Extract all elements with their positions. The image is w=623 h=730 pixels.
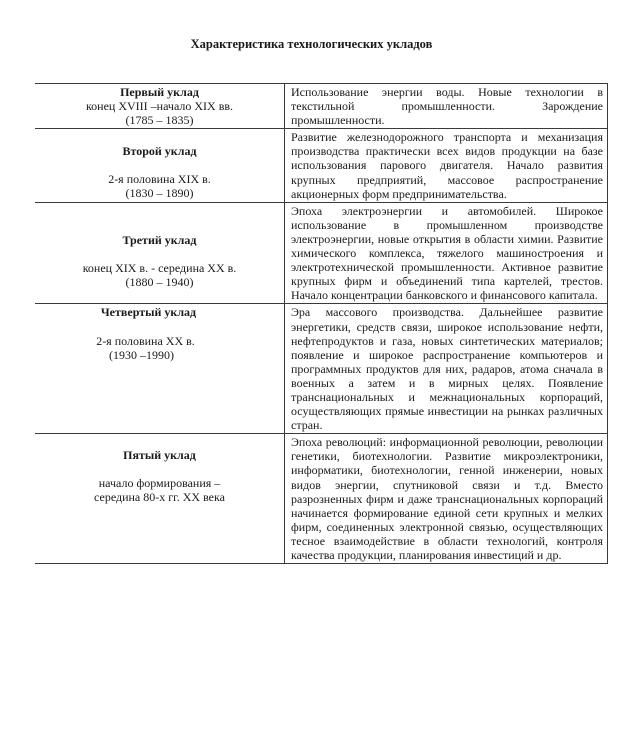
mode-description: Использование энергии воды. Новые технологии в текстильной промышленности. Зарождение промышленности. <box>285 84 608 129</box>
mode-description: Эпоха электроэнергии и автомобилей. Широкое использование в промышленном производстве электроэнергии, новые открытия в области химии. Развитие химического комплекса, тяжелого машиностроения и электротехнической промышленности. Активное развитие крупных фирм и объединений типа картелей, трестов. Начало концентрации банковского и финансового капитала. <box>285 202 608 304</box>
mode-cell <box>35 304 285 434</box>
mode-period: конец XVIII –начало XIX вв. <box>85 99 234 114</box>
mode-cell <box>35 434 285 564</box>
mode-name: Четвертый уклад <box>100 305 197 320</box>
mode-cell <box>35 129 285 202</box>
table-row <box>35 202 608 304</box>
mode-years: (1930 –1990) <box>109 347 174 362</box>
table-row <box>35 129 608 202</box>
table-row <box>35 304 608 434</box>
mode-description: Эпоха революций: информационной революции, революции генетики, биотехнологии. Развитие микроэлектроники, информатики, биотехнологии, генной инженерии, новых видов энергии, спутниковой связи и т.д. Вместо разрозненных фирм и даже транснациональных корпораций начинается формирование единой сети крупных и мелких фирм, соединенных электронной связью, осуществляющих тесное взаимодействие в области технологий, контроля качества продукции, планирования инвестиций и др. <box>285 434 608 564</box>
technological-modes-table <box>35 83 608 564</box>
mode-name: Третий уклад <box>122 232 197 247</box>
mode-period: 2-я половина XX в. <box>96 333 195 348</box>
mode-period: начало формирования – <box>98 476 221 491</box>
mode-cell <box>35 84 285 129</box>
mode-name: Второй уклад <box>122 144 197 159</box>
table-row <box>35 434 608 564</box>
mode-period: конец XIX в. - середина XX в. <box>82 260 237 275</box>
table-row <box>35 84 608 129</box>
mode-name: Пятый уклад <box>123 448 196 463</box>
mode-cell <box>35 202 285 304</box>
mode-years: (1830 – 1890) <box>125 186 194 201</box>
mode-description: Эра массового производства. Дальнейшее развитие энергетики, средств связи, широкое использование нефти, нефтепродуктов и газа, новых синтетических материалов; появление и широкое распространение компьютеров и программных продуктов для них, радаров, атома сначала в военных а затем и в мирных целях. Появление транснациональных и межнациональных корпораций, осуществляющих прямые инвестиции на рынках различных стран. <box>285 304 608 434</box>
mode-years: (1785 – 1835) <box>125 113 194 128</box>
mode-years: середина 80-х гг. XX века <box>94 490 225 505</box>
mode-years: (1880 – 1940) <box>125 274 194 289</box>
document-title: Характеристика технологических укладов <box>190 37 433 51</box>
mode-period: 2-я половина XIX в. <box>108 172 211 187</box>
mode-name: Первый уклад <box>120 85 199 99</box>
mode-description: Развитие железнодорожного транспорта и механизация производства практически всех видов продукции на базе использования парового двигателя. Начало развития крупных предприятий, массовое распространение акционерных форм предпринимательства. <box>285 129 608 202</box>
